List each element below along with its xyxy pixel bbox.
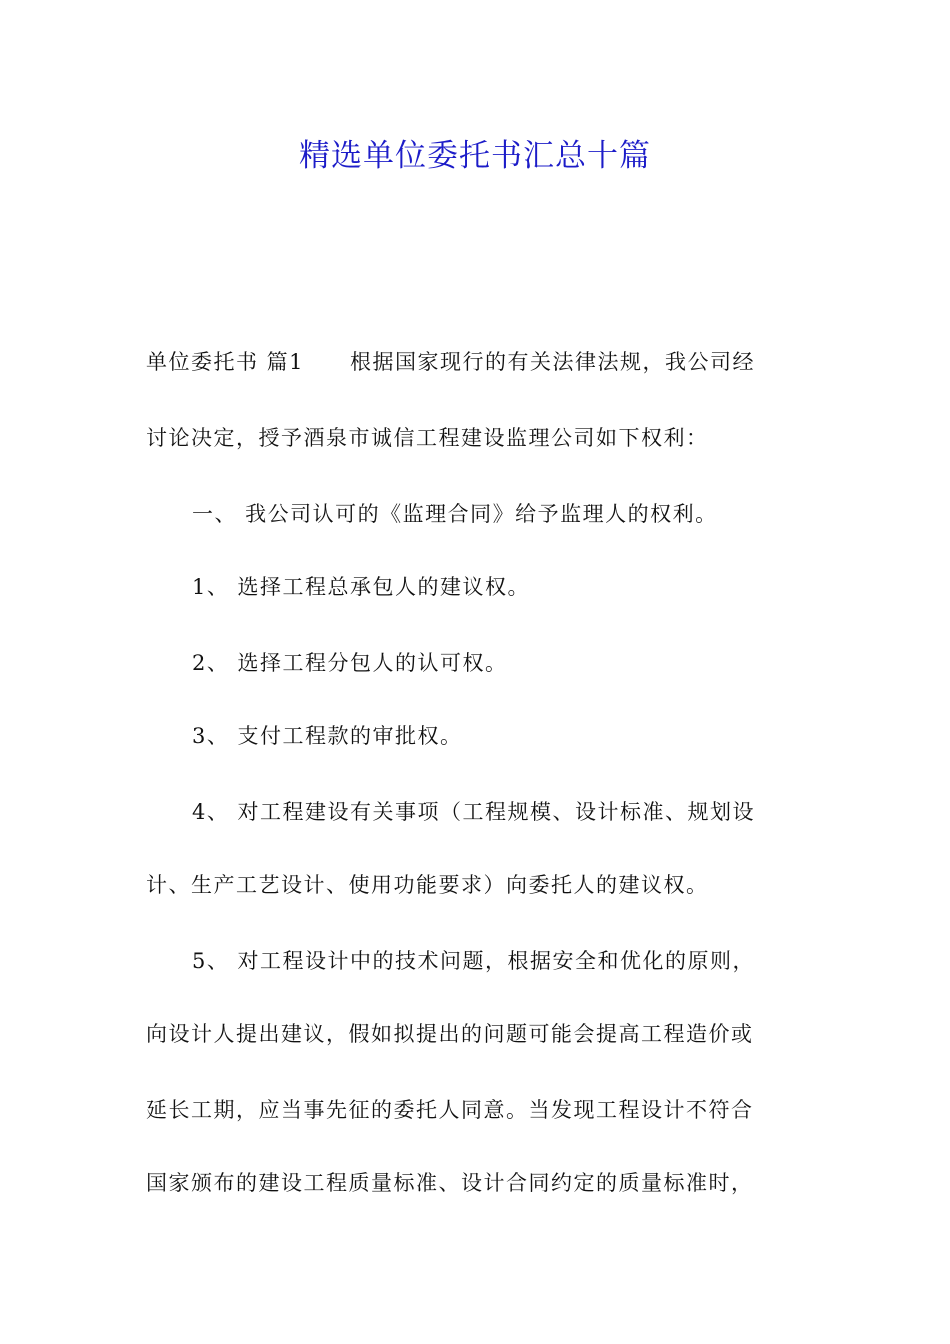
list-item-5-continued-1: 向设计人提出建议，假如拟提出的问题可能会提高工程造价或	[146, 1022, 754, 1046]
list-item-3: 3、 支付工程款的审批权。	[192, 724, 463, 748]
paragraph-line-2: 讨论决定，授予酒泉市诚信工程建设监理公司如下权利：	[146, 426, 709, 450]
list-item-main: 一、 我公司认可的《监理合同》给予监理人的权利。	[192, 502, 718, 526]
list-item-5-continued-2: 延长工期，应当事先征的委托人同意。当发现工程设计不符合	[146, 1098, 754, 1122]
list-item-2: 2、 选择工程分包人的认可权。	[192, 651, 508, 675]
list-item-5-continued-3: 国家颁布的建设工程质量标准、设计合同约定的质量标准时，	[146, 1171, 754, 1195]
list-item-4-continued: 计、生产工艺设计、使用功能要求）向委托人的建议权。	[146, 873, 709, 897]
document-title: 精选单位委托书汇总十篇	[299, 138, 651, 174]
paragraph-line-1	[146, 346, 755, 376]
paragraph-text: 根据国家现行的有关法律法规，我公司经	[350, 350, 756, 374]
list-item-5: 5、 对工程设计中的技术问题，根据安全和优化的原则，	[192, 949, 756, 973]
list-item-1: 1、 选择工程总承包人的建议权。	[192, 575, 531, 599]
list-item-4: 4、 对工程建设有关事项（工程规模、设计标准、规划设	[192, 800, 756, 824]
section-heading-label: 单位委托书 篇1	[146, 350, 305, 374]
